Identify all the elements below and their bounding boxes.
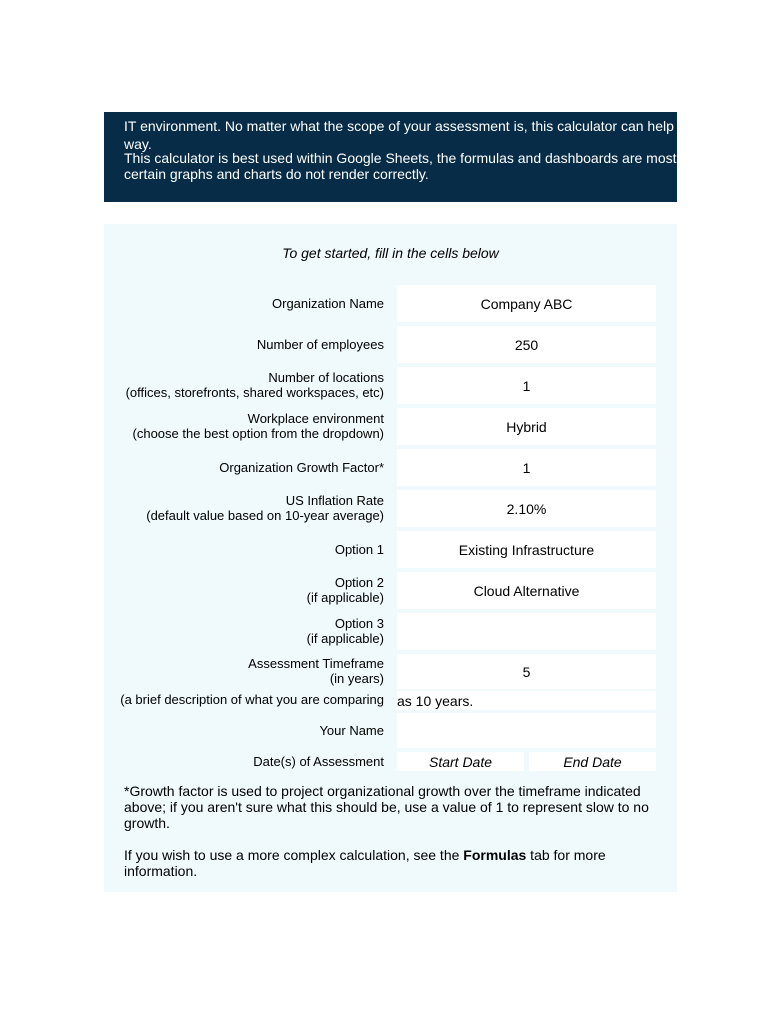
label-number-of-locations-sub: (offices, storefronts, shared workspaces, etc) <box>125 385 384 400</box>
label-inflation-rate <box>146 493 384 523</box>
banner-line-1: IT environment. No matter what the scope of your assessment is, this calculator can help you <box>124 118 701 134</box>
footnote-box <box>104 783 677 879</box>
input-description-text: as 10 years. <box>397 692 474 709</box>
input-description[interactable] <box>397 691 656 710</box>
banner-line-2: way. <box>124 136 152 152</box>
row-assessment-dates <box>104 752 677 771</box>
input-organization-name[interactable]: Company ABC <box>397 285 656 322</box>
input-assessment-timeframe[interactable]: 5 <box>397 654 656 689</box>
footnote-text <box>124 783 664 879</box>
label-assessment-timeframe-sub: (in years) <box>329 671 384 686</box>
input-form-panel <box>104 224 677 892</box>
label-assessment-timeframe-main: Assessment Timeframe <box>248 656 384 671</box>
label-option-1: Option 1 <box>334 542 384 557</box>
row-workplace-environment <box>104 408 677 445</box>
label-inflation-rate-main: US Inflation Rate <box>285 493 384 508</box>
footnote-line-2: above; if you aren't sure what this should be, use a value of 1 to represent slow to no <box>124 799 649 815</box>
intro-banner <box>104 112 768 202</box>
input-end-date[interactable]: End Date <box>529 752 656 771</box>
label-organization-name: Organization Name <box>272 296 384 311</box>
footnote-formulas-after: tab for more <box>526 847 606 863</box>
input-number-of-employees[interactable]: 250 <box>397 326 656 363</box>
label-assessment-dates: Date(s) of Assessment <box>253 754 384 769</box>
row-description <box>104 691 677 710</box>
input-option-3[interactable] <box>397 613 656 650</box>
row-assessment-timeframe <box>104 654 677 689</box>
select-workplace-environment[interactable]: Hybrid <box>397 408 656 445</box>
input-option-1[interactable]: Existing Infrastructure <box>397 531 656 568</box>
formulas-tab-reference: Formulas <box>463 847 527 863</box>
label-your-name: Your Name <box>319 723 384 738</box>
form-intro: To get started, fill in the cells below <box>282 245 499 261</box>
footnote-line-1: *Growth factor is used to project organizational growth over the timeframe indicated <box>124 783 641 799</box>
label-workplace-environment <box>133 411 384 441</box>
label-inflation-rate-sub: (default value based on 10-year average) <box>146 508 384 523</box>
row-option-3 <box>104 613 677 650</box>
label-number-of-locations-main: Number of locations <box>268 370 384 385</box>
row-inflation-rate <box>104 490 677 527</box>
row-growth-factor <box>104 449 677 486</box>
footnote-formulas-line <box>124 847 664 863</box>
label-workplace-environment-main: Workplace environment <box>247 411 384 426</box>
row-option-2 <box>104 572 677 609</box>
input-number-of-locations[interactable]: 1 <box>397 367 656 404</box>
row-your-name <box>104 713 677 748</box>
label-option-2 <box>307 575 384 605</box>
row-option-1 <box>104 531 677 568</box>
label-option-2-sub: (if applicable) <box>306 590 384 605</box>
label-option-2-main: Option 2 <box>334 575 384 590</box>
footnote-formulas-line-2: information. <box>124 863 198 879</box>
label-growth-factor: Organization Growth Factor* <box>219 460 384 475</box>
row-number-of-employees <box>104 326 677 363</box>
label-workplace-environment-sub: (choose the best option from the dropdown) <box>132 426 384 441</box>
footnote-line-3: growth. <box>124 815 170 831</box>
label-option-3-main: Option 3 <box>334 616 384 631</box>
label-number-of-locations <box>126 370 384 400</box>
footnote-formulas-before: If you wish to use a more complex calculation, see the <box>124 847 464 863</box>
banner-line-3: This calculator is best used within Google Sheets, the formulas and dashboards are most dynamic there <box>124 150 768 166</box>
label-description: (a brief description of what you are comparing <box>120 692 384 707</box>
input-option-2[interactable]: Cloud Alternative <box>397 572 656 609</box>
label-option-3-sub: (if applicable) <box>306 631 384 646</box>
row-organization-name <box>104 285 677 322</box>
input-growth-factor[interactable]: 1 <box>397 449 656 486</box>
input-your-name[interactable] <box>397 713 656 748</box>
input-inflation-rate[interactable]: 2.10% <box>397 490 656 527</box>
input-start-date[interactable]: Start Date <box>397 752 524 771</box>
label-assessment-timeframe <box>248 656 384 686</box>
label-option-3 <box>307 616 384 646</box>
label-number-of-employees: Number of employees <box>256 337 384 352</box>
row-number-of-locations <box>104 367 677 404</box>
banner-line-4: certain graphs and charts do not render correctly. <box>124 166 429 182</box>
